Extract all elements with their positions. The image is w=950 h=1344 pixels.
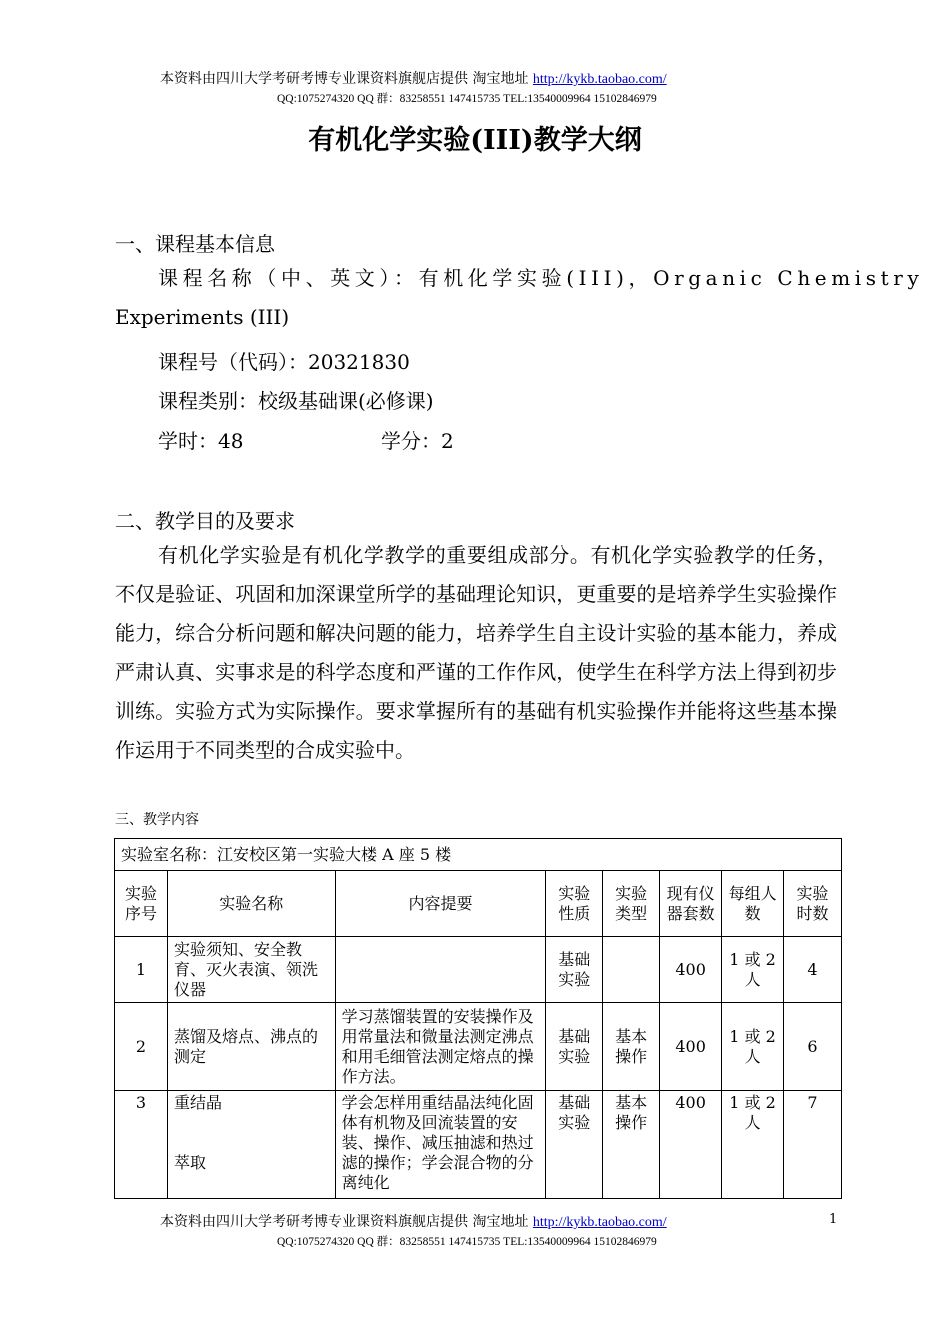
section2-heading: 二、教学目的及要求 [115,509,295,533]
table-row [115,1003,842,1091]
cell-summary: 学习蒸馏装置的安装操作及用常量法和微量法测定沸点和用毛细管法测定熔点的操作方法。 [335,1003,546,1091]
col-header: 现有仪器套数 [660,871,722,937]
col-header: 实验类型 [603,871,660,937]
col-header: 实验序号 [115,871,168,937]
section3-heading: 三、教学内容 [115,812,199,828]
page-title: 有机化学实验(III)教学大纲 [308,125,642,156]
header-link[interactable]: http://kykb.taobao.com/ [532,72,667,87]
course-category: 课程类别：校级基础课(必修课) [158,389,434,413]
col-header: 实验性质 [546,871,603,937]
cell-name: 实验须知、安全教育、灭火表演、领洗仪器 [167,937,335,1003]
cell-name [167,1091,335,1199]
footer-link[interactable]: http://kykb.taobao.com/ [532,1215,667,1230]
footer-line1: 本资料由四川大学考研考博专业课资料旗舰店提供 淘宝地址 http://kykb.taobao.com/ [160,1214,667,1230]
section1-heading: 一、课程基本信息 [115,232,275,256]
cell-summary: 学会怎样用重结晶法纯化固体有机物及回流装置的安装、操作、减压抽滤和热过滤的操作；学会混合物的分离纯化 [335,1091,546,1199]
cell-hours: 6 [784,1003,842,1091]
cell-no: 3 [115,1091,168,1199]
col-header: 实验时数 [784,871,842,937]
cell-name-1: 重结晶 [173,1093,222,1112]
table-row [115,937,842,1003]
footer-line2: QQ:1075274320 QQ 群：83258551 147415735 TEL:13540009964 15102846979 [277,1236,657,1248]
lab-name: 实验室名称：江安校区第一实验大楼 A 座 5 楼 [115,839,842,871]
cell-hours: 7 [784,1091,842,1199]
cell-hours: 4 [784,937,842,1003]
cell-sets: 400 [660,1003,722,1091]
table-row [115,1091,842,1199]
cell-type: 基本操作 [603,1003,660,1091]
cell-name: 蒸馏及熔点、沸点的测定 [167,1003,335,1091]
cell-sets: 400 [660,1091,722,1199]
cell-nature: 基础实验 [546,937,603,1003]
col-header: 内容提要 [335,871,546,937]
cell-group: 1 或 2 人 [722,937,784,1003]
header-line2: QQ:1075274320 QQ 群：83258551 147415735 TEL:13540009964 15102846979 [277,93,657,105]
page-number: 1 [829,1212,838,1227]
col-header: 每组人数 [722,871,784,937]
cell-type: 基本操作 [603,1091,660,1199]
header-line1: 本资料由四川大学考研考博专业课资料旗舰店提供 淘宝地址 http://kykb.taobao.com/ [160,71,667,87]
cell-summary [335,937,546,1003]
course-name: 课程名称（中、英文）：有机化学实验(III)，Organic Chemistry Experiments (III) [115,266,924,329]
cell-sets: 400 [660,937,722,1003]
cell-no: 2 [115,1003,168,1091]
section2-paragraph: 有机化学实验是有机化学教学的重要组成部分。有机化学实验教学的任务，不仅是验证、巩固和加深课堂所学的基础理论知识，更重要的是培养学生实验操作能力，综合分析问题和解决问题的能力，培养学生自主设计实验的基本能力，养成严肃认真、实事求是的科学态度和严谨的工作作风，使学生在科学方法上得到初步训练。实验方式为实际操作。要求掌握所有的基础有机实验操作并能将这些基本操作运用于不同类型的合成实验中。 [115,543,837,762]
course-content-table [114,838,842,1199]
cell-name-2: 萃取 [173,1153,206,1172]
course-credits: 学分：2 [381,429,454,453]
course-code: 课程号（代码）：20321830 [158,350,410,374]
cell-no: 1 [115,937,168,1003]
cell-type [603,937,660,1003]
cell-group: 1 或 2 人 [722,1091,784,1199]
cell-nature: 基础实验 [546,1091,603,1199]
cell-group: 1 或 2 人 [722,1003,784,1091]
col-header: 实验名称 [167,871,335,937]
cell-nature: 基础实验 [546,1003,603,1091]
course-hours: 学时：48 [158,429,244,453]
